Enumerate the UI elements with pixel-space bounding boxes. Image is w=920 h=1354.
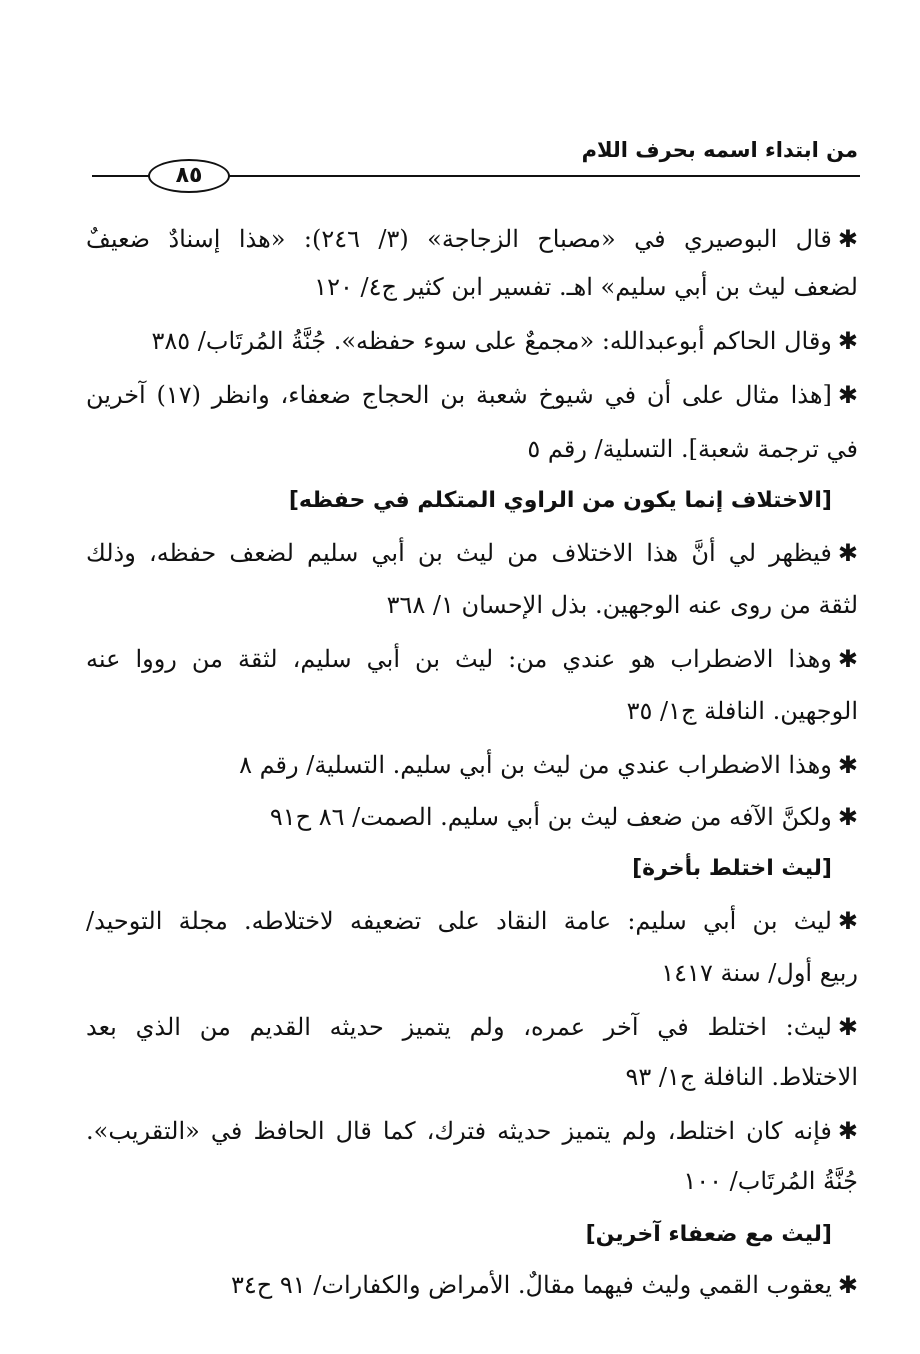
text-line: ✱وقال الحاكم أبوعبدالله: «مجمعٌ على سوء حفظه». جُنَّةُ المُرتَاب/ ٣٨٥: [151, 327, 858, 355]
bullet-star-icon: ✱: [837, 327, 858, 355]
bullet-star-icon: ✱: [837, 381, 859, 409]
bullet-star-icon: ✱: [837, 539, 858, 567]
bullet-star-icon: ✱: [837, 1013, 858, 1041]
text-line: ✱ليث: اختلط في آخر عمره، ولم يتميز حديثه القديم من الذي بعد: [86, 1013, 858, 1041]
text-line: ✱فيظهر لي أنَّ هذا الاختلاف من ليث بن أبي سليم لضعف حفظه، وذلك: [86, 539, 858, 567]
text-line: جُنَّةُ المُرتَاب/ ١٠٠: [683, 1167, 858, 1195]
section-heading: [ليث مع ضعفاء آخرين]: [585, 1222, 832, 1247]
running-title: من ابتداء اسمه بحرف اللام: [581, 138, 858, 162]
text-line: الوجهين. النافلة ج١/ ٣٥: [626, 697, 858, 725]
text-line: ✱وهذا الاضطراب عندي من ليث بن أبي سليم. التسلية/ رقم ٨: [239, 751, 858, 779]
page-number: ٨٥: [148, 159, 230, 193]
text-line: ✱قال البوصيري في «مصباح الزجاجة» (٣/ ٢٤٦): «هذا إسنادٌ ضعيفٌ: [86, 225, 858, 253]
text-line: ربيع أول/ سنة ١٤١٧: [661, 959, 858, 987]
text-line: في ترجمة شعبة]. التسلية/ رقم ٥: [527, 435, 858, 463]
bullet-star-icon: ✱: [837, 1271, 858, 1299]
text-line: ✱ليث بن أبي سليم: عامة النقاد على تضعيفه لاختلاطه. مجلة التوحيد/: [86, 907, 858, 935]
text-line: ✱[هذا مثال على أن في شيوخ شعبة بن الحجاج ضعفاء، وانظر (١٧) آخرين: [86, 381, 859, 409]
section-heading: [الاختلاف إنما يكون من الراوي المتكلم في حفظه]: [288, 488, 832, 513]
text-line: ✱ولكنَّ الآفه من ضعف ليث بن أبي سليم. الصمت/ ٨٦ ح٩١: [269, 803, 858, 831]
bullet-star-icon: ✱: [837, 803, 858, 831]
text-line: ✱فإنه كان اختلط، ولم يتميز حديثه فترك، كما قال الحافظ في «التقريب».: [86, 1117, 858, 1145]
section-heading: [ليث اختلط بأخرة]: [632, 856, 832, 881]
bullet-star-icon: ✱: [837, 907, 858, 935]
bullet-star-icon: ✱: [837, 751, 858, 779]
text-line: لثقة من روى عنه الوجهين. بذل الإحسان ١/ ٣٦٨: [386, 591, 858, 619]
bullet-star-icon: ✱: [837, 645, 858, 673]
bullet-star-icon: ✱: [837, 1117, 858, 1145]
text-line: ✱يعقوب القمي وليث فيهما مقالٌ. الأمراض والكفارات/ ٩١ ح٣٤: [231, 1271, 858, 1299]
text-line: ✱وهذا الاضطراب هو عندي من: ليث بن أبي سليم، لثقة من رووا عنه: [86, 645, 858, 673]
text-line: الاختلاط. النافلة ج١/ ٩٣: [625, 1063, 858, 1091]
text-line: لضعف ليث بن أبي سليم» اهـ. تفسير ابن كثير ج٤/ ١٢٠: [314, 273, 858, 301]
bullet-star-icon: ✱: [837, 225, 858, 253]
